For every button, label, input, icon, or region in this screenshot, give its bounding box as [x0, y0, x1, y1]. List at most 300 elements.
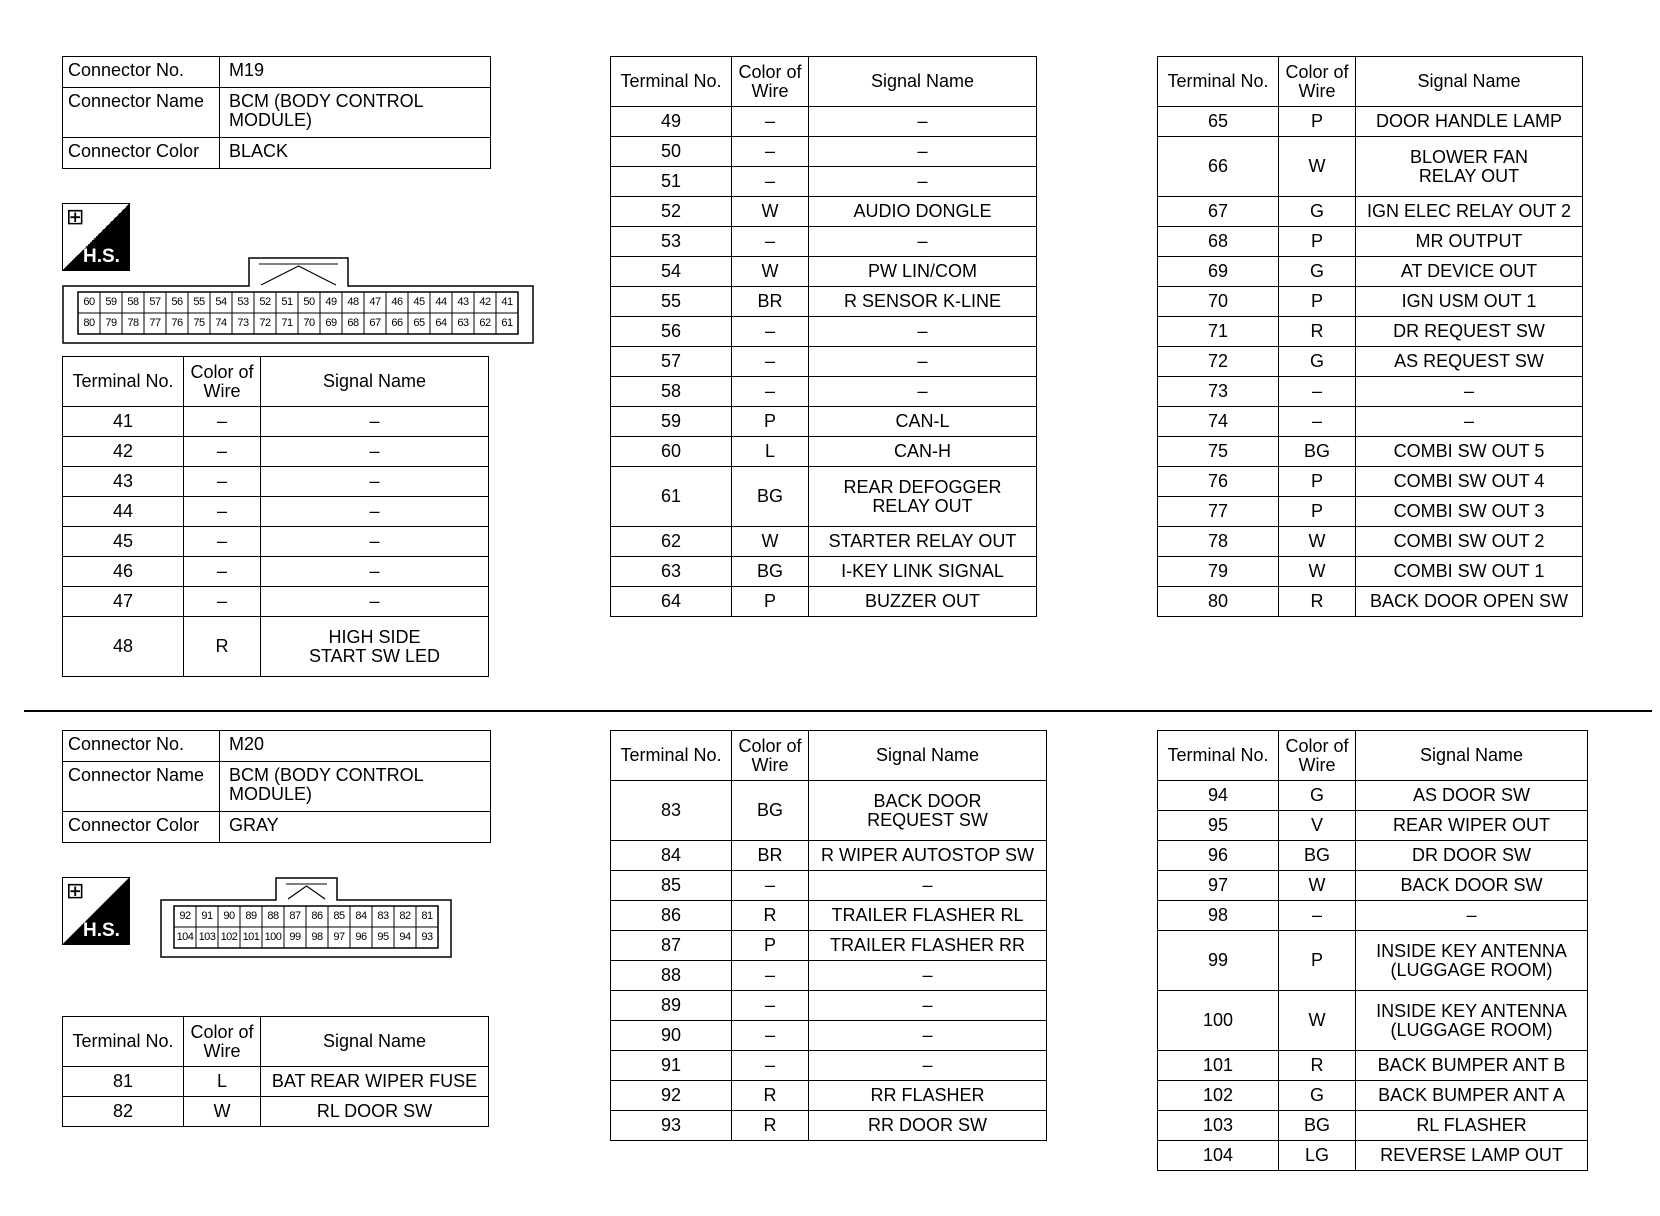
pin-number: 72 — [259, 317, 271, 329]
pin-number: 52 — [259, 296, 271, 308]
terminal-no: 60 — [611, 437, 732, 467]
pin-number: 57 — [149, 296, 161, 308]
wire-color: – — [184, 407, 261, 437]
terminal-no: 85 — [611, 871, 732, 901]
wire-color: W — [1279, 871, 1356, 901]
m20-terminal-table-3 — [1157, 730, 1588, 1171]
terminal-no: 44 — [63, 497, 184, 527]
wire-color: P — [1279, 467, 1356, 497]
signal-name: CAN-L — [809, 407, 1037, 437]
wire-color: W — [184, 1097, 261, 1127]
pin-number: 104 — [176, 931, 194, 943]
signal-name: RL FLASHER — [1356, 1111, 1588, 1141]
signal-name: – — [261, 587, 489, 617]
pin-number: 103 — [198, 931, 216, 943]
table-row — [1158, 197, 1583, 227]
wire-color: – — [732, 107, 809, 137]
pin-number: 102 — [220, 931, 238, 943]
signal-name: COMBI SW OUT 2 — [1356, 527, 1583, 557]
pin-number: 90 — [223, 910, 235, 922]
table-row — [611, 107, 1037, 137]
pin-number: 55 — [193, 296, 205, 308]
pin-number: 67 — [369, 317, 381, 329]
signal-name-header: Signal Name — [261, 357, 489, 407]
pin-number: 48 — [347, 296, 359, 308]
wire-color: BR — [732, 287, 809, 317]
color-of-wire-header — [1279, 731, 1356, 781]
wire-color: R — [1279, 587, 1356, 617]
wire-color: R — [1279, 317, 1356, 347]
terminal-no: 55 — [611, 287, 732, 317]
table-row — [611, 197, 1037, 227]
terminal-no: 56 — [611, 317, 732, 347]
terminal-no: 51 — [611, 167, 732, 197]
wire-color: BR — [732, 841, 809, 871]
m19-terminal-table-1 — [62, 356, 489, 677]
signal-name: DR REQUEST SW — [1356, 317, 1583, 347]
wire-color: – — [732, 377, 809, 407]
wire-color: BG — [732, 781, 809, 841]
header-row — [1158, 57, 1583, 107]
m20-terminal-table-1 — [62, 1016, 489, 1127]
table-row — [611, 1081, 1047, 1111]
table-row — [63, 1067, 489, 1097]
signal-name: – — [261, 497, 489, 527]
wire-color: L — [732, 437, 809, 467]
table-row — [1158, 257, 1583, 287]
pin-number: 95 — [377, 931, 389, 943]
section-divider — [24, 710, 1652, 712]
terminal-no-header: Terminal No. — [1158, 57, 1279, 107]
pin-number: 98 — [311, 931, 323, 943]
wire-color: – — [732, 871, 809, 901]
info-row — [63, 762, 491, 812]
terminal-no: 89 — [611, 991, 732, 1021]
header-line: Color of — [1285, 61, 1349, 82]
header-row — [63, 1017, 489, 1067]
pin-number: 59 — [105, 296, 117, 308]
wire-color: P — [732, 407, 809, 437]
terminal-no-header: Terminal No. — [1158, 731, 1279, 781]
signal-name: – — [1356, 377, 1583, 407]
pin-number: 54 — [215, 296, 227, 308]
m20-connector-face — [160, 876, 452, 958]
pin-number: 78 — [127, 317, 139, 329]
wire-color: V — [1279, 811, 1356, 841]
signal-name: – — [809, 137, 1037, 167]
header-row — [611, 731, 1047, 781]
signal-name-header: Signal Name — [1356, 731, 1588, 781]
pin-number: 89 — [245, 910, 257, 922]
terminal-no: 83 — [611, 781, 732, 841]
pin-number: 56 — [171, 296, 183, 308]
wire-color: W — [1279, 557, 1356, 587]
color-of-wire-header — [732, 731, 809, 781]
table-row — [611, 257, 1037, 287]
pin-number: 77 — [149, 317, 161, 329]
terminal-no: 69 — [1158, 257, 1279, 287]
table-row — [611, 377, 1037, 407]
wire-color: G — [1279, 1081, 1356, 1111]
terminal-no: 87 — [611, 931, 732, 961]
table-row — [1158, 137, 1583, 197]
pin-number: 41 — [501, 296, 513, 308]
header-line: Wire — [203, 380, 241, 401]
info-label: Connector No. — [63, 731, 220, 762]
table-row — [611, 557, 1037, 587]
table-row — [1158, 317, 1583, 347]
pin-number: 62 — [479, 317, 491, 329]
terminal-no: 46 — [63, 557, 184, 587]
table-row — [611, 901, 1047, 931]
signal-name: HIGH SIDE START SW LED — [261, 617, 489, 677]
harness-side-label: H.S. — [83, 920, 120, 941]
signal-name: TRAILER FLASHER RL — [809, 901, 1047, 931]
signal-name-header: Signal Name — [261, 1017, 489, 1067]
header-line: Color of — [190, 361, 254, 382]
terminal-no: 66 — [1158, 137, 1279, 197]
table-row — [63, 437, 489, 467]
terminal-no: 70 — [1158, 287, 1279, 317]
wire-color: P — [1279, 287, 1356, 317]
terminal-no: 48 — [63, 617, 184, 677]
terminal-no-header: Terminal No. — [611, 731, 732, 781]
pin-number: 82 — [399, 910, 411, 922]
m19-connector-info — [62, 56, 491, 169]
signal-name-header: Signal Name — [1356, 57, 1583, 107]
table-row — [611, 407, 1037, 437]
wire-color: W — [732, 257, 809, 287]
terminal-no: 76 — [1158, 467, 1279, 497]
signal-name: – — [809, 1021, 1047, 1051]
terminal-no: 104 — [1158, 1141, 1279, 1171]
connector-glyph-icon: ⊞ — [66, 878, 85, 903]
terminal-no: 91 — [611, 1051, 732, 1081]
harness-side-label: H.S. — [83, 246, 120, 267]
wire-color: BG — [1279, 437, 1356, 467]
color-of-wire-header — [732, 57, 809, 107]
wire-color: P — [732, 931, 809, 961]
table-row — [1158, 587, 1583, 617]
wire-color: – — [184, 437, 261, 467]
wire-color: – — [732, 167, 809, 197]
wire-color: – — [184, 497, 261, 527]
pin-number: 68 — [347, 317, 359, 329]
signal-name: – — [809, 227, 1037, 257]
terminal-no: 101 — [1158, 1051, 1279, 1081]
terminal-no: 53 — [611, 227, 732, 257]
signal-name-header: Signal Name — [809, 57, 1037, 107]
wire-color: BG — [1279, 841, 1356, 871]
wire-color: R — [1279, 1051, 1356, 1081]
signal-name: – — [261, 467, 489, 497]
table-row — [1158, 107, 1583, 137]
signal-name: RR FLASHER — [809, 1081, 1047, 1111]
table-row — [611, 227, 1037, 257]
signal-name: BAT REAR WIPER FUSE — [261, 1067, 489, 1097]
wire-color: – — [732, 991, 809, 1021]
table-row — [63, 497, 489, 527]
signal-name: AS DOOR SW — [1356, 781, 1588, 811]
signal-name: AT DEVICE OUT — [1356, 257, 1583, 287]
info-row — [63, 731, 491, 762]
table-row — [1158, 1111, 1588, 1141]
wire-color: P — [1279, 497, 1356, 527]
info-value: BLACK — [220, 138, 491, 169]
terminal-no: 93 — [611, 1111, 732, 1141]
wire-color: L — [184, 1067, 261, 1097]
terminal-no: 79 — [1158, 557, 1279, 587]
pin-number: 99 — [289, 931, 301, 943]
wire-color: – — [184, 527, 261, 557]
signal-name: AUDIO DONGLE — [809, 197, 1037, 227]
table-row — [611, 527, 1037, 557]
signal-name: COMBI SW OUT 5 — [1356, 437, 1583, 467]
table-row — [611, 437, 1037, 467]
pin-number: 53 — [237, 296, 249, 308]
wire-color: G — [1279, 257, 1356, 287]
signal-name-header: Signal Name — [809, 731, 1047, 781]
terminal-no: 59 — [611, 407, 732, 437]
wire-color: W — [1279, 527, 1356, 557]
wire-color: G — [1279, 197, 1356, 227]
wire-color: P — [1279, 931, 1356, 991]
pin-number: 92 — [179, 910, 191, 922]
terminal-no: 95 — [1158, 811, 1279, 841]
terminal-no: 61 — [611, 467, 732, 527]
info-row — [63, 138, 491, 169]
wire-color: BG — [732, 467, 809, 527]
header-line: Wire — [751, 80, 789, 101]
pin-number: 80 — [83, 317, 95, 329]
signal-name: R SENSOR K-LINE — [809, 287, 1037, 317]
terminal-no: 94 — [1158, 781, 1279, 811]
wire-color: LG — [1279, 1141, 1356, 1171]
terminal-no: 82 — [63, 1097, 184, 1127]
table-row — [63, 1097, 489, 1127]
info-label: Connector Name — [63, 88, 220, 138]
header-line: Color of — [738, 735, 802, 756]
signal-name: BACK DOOR OPEN SW — [1356, 587, 1583, 617]
table-row — [611, 871, 1047, 901]
info-value: BCM (BODY CONTROL MODULE) — [220, 762, 491, 812]
table-row — [63, 467, 489, 497]
pin-number: 51 — [281, 296, 293, 308]
table-row — [611, 1021, 1047, 1051]
table-row — [1158, 871, 1588, 901]
pin-number: 71 — [281, 317, 293, 329]
pin-number: 100 — [264, 931, 282, 943]
signal-name: COMBI SW OUT 3 — [1356, 497, 1583, 527]
table-row — [63, 527, 489, 557]
pin-number: 87 — [289, 910, 301, 922]
wire-color: – — [184, 587, 261, 617]
pin-number: 94 — [399, 931, 411, 943]
terminal-no: 58 — [611, 377, 732, 407]
terminal-no: 65 — [1158, 107, 1279, 137]
pin-number: 43 — [457, 296, 469, 308]
signal-name: – — [809, 991, 1047, 1021]
pin-number: 45 — [413, 296, 425, 308]
terminal-no: 102 — [1158, 1081, 1279, 1111]
wire-color: BG — [732, 557, 809, 587]
signal-name: BUZZER OUT — [809, 587, 1037, 617]
color-of-wire-header — [184, 1017, 261, 1067]
terminal-no: 103 — [1158, 1111, 1279, 1141]
terminal-no: 57 — [611, 347, 732, 377]
terminal-no: 68 — [1158, 227, 1279, 257]
signal-name: IGN ELEC RELAY OUT 2 — [1356, 197, 1583, 227]
terminal-no: 81 — [63, 1067, 184, 1097]
terminal-no: 42 — [63, 437, 184, 467]
pin-number: 88 — [267, 910, 279, 922]
terminal-no: 78 — [1158, 527, 1279, 557]
table-row — [1158, 931, 1588, 991]
wire-color: G — [1279, 347, 1356, 377]
terminal-no: 80 — [1158, 587, 1279, 617]
table-row — [1158, 437, 1583, 467]
terminal-no: 96 — [1158, 841, 1279, 871]
signal-name: – — [261, 407, 489, 437]
terminal-no: 52 — [611, 197, 732, 227]
pin-number: 61 — [501, 317, 513, 329]
table-row — [1158, 227, 1583, 257]
table-row — [1158, 1081, 1588, 1111]
signal-name: RL DOOR SW — [261, 1097, 489, 1127]
pin-number: 97 — [333, 931, 345, 943]
table-row — [1158, 407, 1583, 437]
m19-terminal-table-3 — [1157, 56, 1583, 617]
table-row — [611, 467, 1037, 527]
pin-number: 74 — [215, 317, 227, 329]
header-line: Wire — [1298, 754, 1336, 775]
signal-name: AS REQUEST SW — [1356, 347, 1583, 377]
wire-color: – — [184, 557, 261, 587]
table-row — [1158, 527, 1583, 557]
color-of-wire-header — [1279, 57, 1356, 107]
pin-number: 75 — [193, 317, 205, 329]
pin-number: 46 — [391, 296, 403, 308]
table-row — [611, 781, 1047, 841]
signal-name: – — [1356, 901, 1588, 931]
table-row — [611, 317, 1037, 347]
pin-number: 69 — [325, 317, 337, 329]
table-row — [1158, 841, 1588, 871]
signal-name: PW LIN/COM — [809, 257, 1037, 287]
header-row — [611, 57, 1037, 107]
pin-number: 84 — [355, 910, 367, 922]
terminal-no: 47 — [63, 587, 184, 617]
signal-name: – — [261, 437, 489, 467]
wire-color: W — [1279, 991, 1356, 1051]
table-row — [611, 1051, 1047, 1081]
connector-glyph-icon: ⊞ — [66, 204, 85, 229]
wire-color: P — [1279, 107, 1356, 137]
m20-harness-side-icon — [62, 877, 130, 945]
header-line: Color of — [1285, 735, 1349, 756]
signal-name: INSIDE KEY ANTENNA (LUGGAGE ROOM) — [1356, 931, 1588, 991]
signal-name: – — [809, 107, 1037, 137]
terminal-no: 75 — [1158, 437, 1279, 467]
header-line: Wire — [203, 1040, 241, 1061]
table-row — [611, 137, 1037, 167]
terminal-no: 92 — [611, 1081, 732, 1111]
table-row — [611, 841, 1047, 871]
wire-color: – — [1279, 377, 1356, 407]
info-value: BCM (BODY CONTROL MODULE) — [220, 88, 491, 138]
pin-number: 86 — [311, 910, 323, 922]
signal-name: REVERSE LAMP OUT — [1356, 1141, 1588, 1171]
wire-color: – — [184, 467, 261, 497]
wire-color: – — [732, 347, 809, 377]
terminal-no: 64 — [611, 587, 732, 617]
terminal-no: 54 — [611, 257, 732, 287]
pin-number: 58 — [127, 296, 139, 308]
m20-terminal-table-2 — [610, 730, 1047, 1141]
table-row — [1158, 781, 1588, 811]
terminal-no: 73 — [1158, 377, 1279, 407]
signal-name: – — [261, 557, 489, 587]
terminal-no: 45 — [63, 527, 184, 557]
pin-number: 76 — [171, 317, 183, 329]
terminal-no: 41 — [63, 407, 184, 437]
pin-number: 50 — [303, 296, 315, 308]
pin-number: 96 — [355, 931, 367, 943]
wire-color: R — [184, 617, 261, 677]
m20-connector-info — [62, 730, 491, 843]
signal-name: BACK BUMPER ANT A — [1356, 1081, 1588, 1111]
header-row — [1158, 731, 1588, 781]
header-line: Color of — [738, 61, 802, 82]
table-row — [1158, 811, 1588, 841]
info-value: GRAY — [220, 812, 491, 843]
wire-color: – — [732, 137, 809, 167]
header-row — [63, 357, 489, 407]
wire-color: – — [732, 317, 809, 347]
table-row — [611, 587, 1037, 617]
table-row — [1158, 901, 1588, 931]
terminal-no: 84 — [611, 841, 732, 871]
info-label: Connector Color — [63, 812, 220, 843]
info-label: Connector No. — [63, 57, 220, 88]
pin-number: 79 — [105, 317, 117, 329]
table-row — [1158, 467, 1583, 497]
table-row — [1158, 557, 1583, 587]
signal-name: – — [809, 871, 1047, 901]
table-row — [611, 347, 1037, 377]
wire-color: – — [732, 227, 809, 257]
pin-number: 73 — [237, 317, 249, 329]
terminal-no-header: Terminal No. — [611, 57, 732, 107]
table-row — [1158, 347, 1583, 377]
table-row — [63, 407, 489, 437]
terminal-no: 100 — [1158, 991, 1279, 1051]
table-row — [63, 617, 489, 677]
terminal-no: 74 — [1158, 407, 1279, 437]
signal-name: RR DOOR SW — [809, 1111, 1047, 1141]
pin-number: 83 — [377, 910, 389, 922]
info-value: M19 — [220, 57, 491, 88]
table-row — [1158, 991, 1588, 1051]
signal-name: REAR WIPER OUT — [1356, 811, 1588, 841]
signal-name: MR OUTPUT — [1356, 227, 1583, 257]
table-row — [611, 1111, 1047, 1141]
wire-color: – — [1279, 901, 1356, 931]
signal-name: BLOWER FAN RELAY OUT — [1356, 137, 1583, 197]
info-row — [63, 57, 491, 88]
wire-color: R — [732, 901, 809, 931]
info-value: M20 — [220, 731, 491, 762]
